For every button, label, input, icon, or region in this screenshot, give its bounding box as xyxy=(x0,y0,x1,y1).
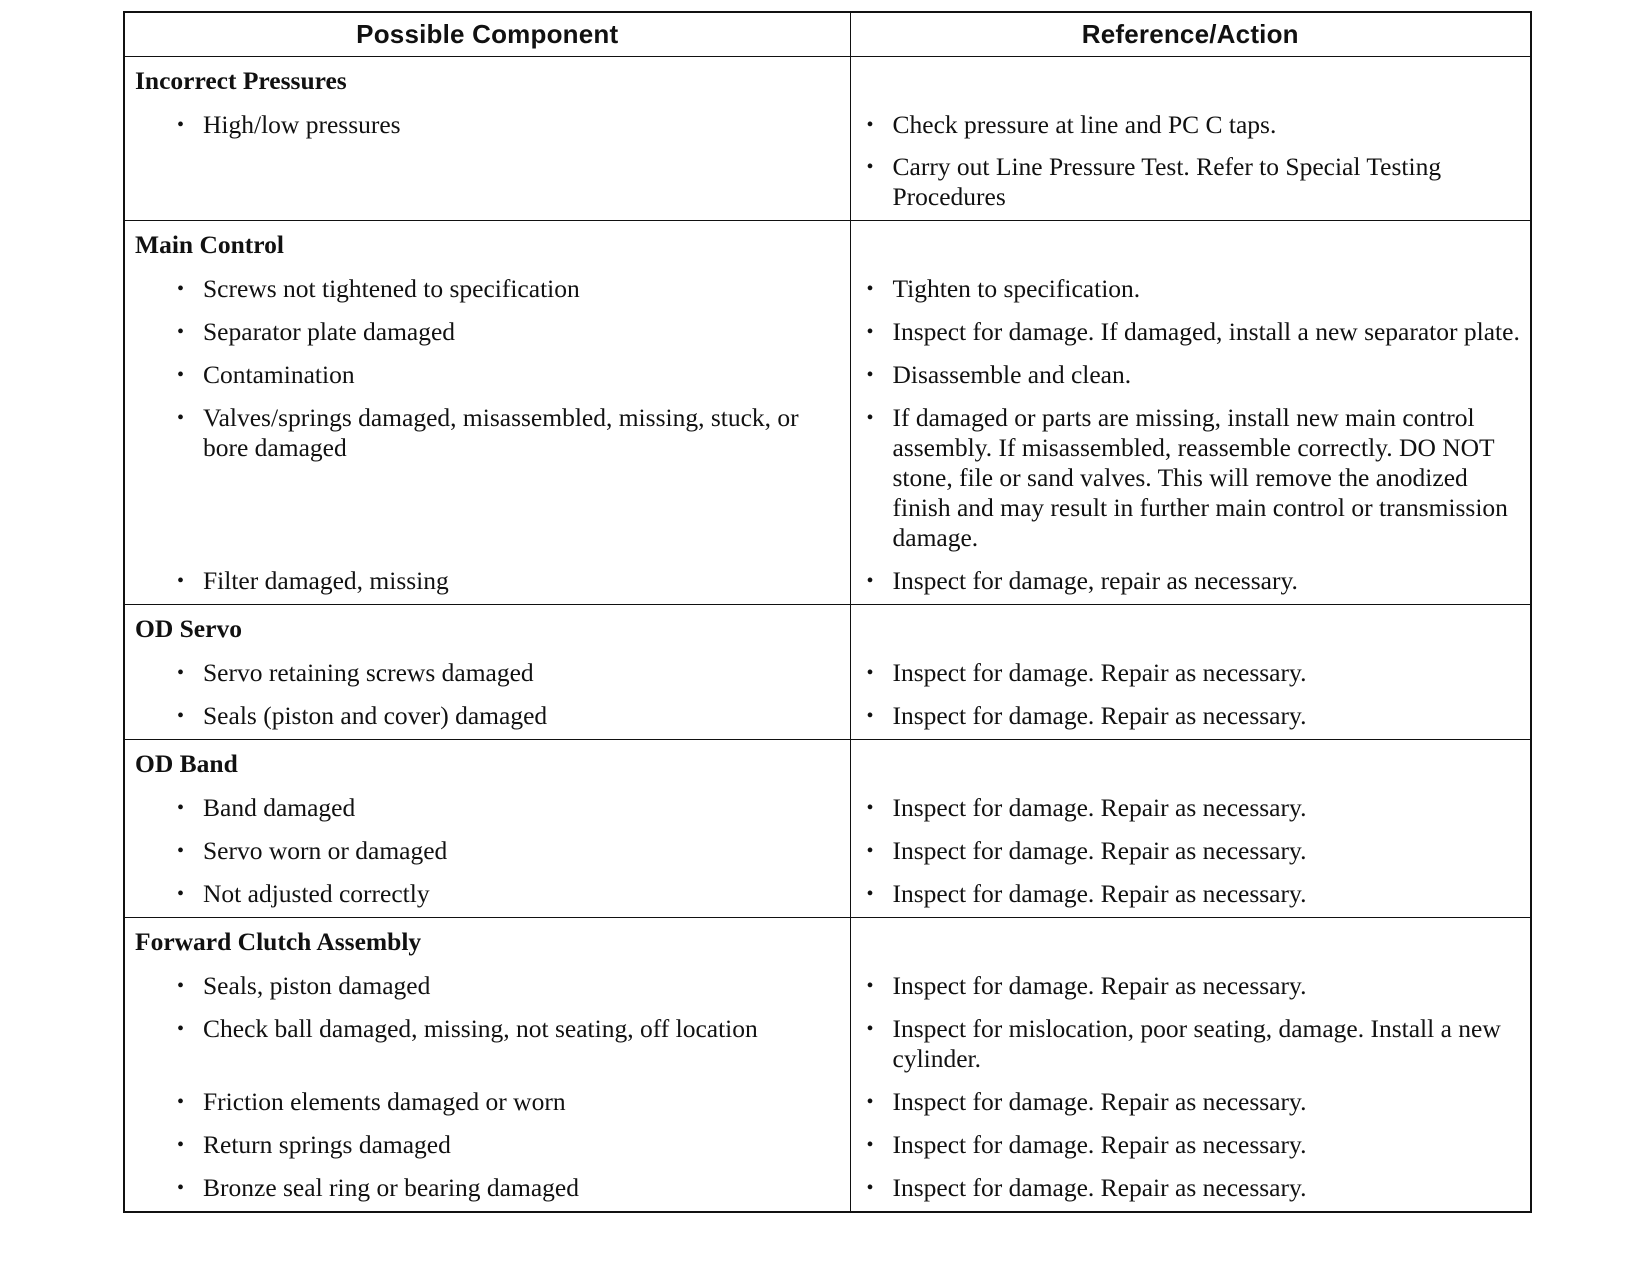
component-item xyxy=(125,566,850,596)
bullet-icon: • xyxy=(177,840,185,862)
component-cell xyxy=(124,267,850,310)
component-cell xyxy=(124,694,850,740)
action-item-text: Inspect for damage. Repair as necessary. xyxy=(892,1173,1307,1202)
bullet-icon: • xyxy=(177,662,185,684)
bullet-icon: • xyxy=(177,1177,185,1199)
action-item-text: Inspect for damage. Repair as necessary. xyxy=(892,971,1307,1000)
component-cell xyxy=(124,396,850,559)
bullet-icon: • xyxy=(866,570,874,592)
section-forward-clutch-assembly xyxy=(124,918,1531,1213)
section-title-blank xyxy=(850,740,1531,787)
action-cell xyxy=(850,1166,1531,1212)
action-item xyxy=(851,1130,1531,1160)
component-item xyxy=(125,971,850,1001)
action-item-text: Inspect for damage. Repair as necessary. xyxy=(892,1130,1307,1159)
action-item xyxy=(851,793,1531,823)
action-item xyxy=(851,971,1531,1001)
section-od-servo xyxy=(124,605,1531,740)
action-cell xyxy=(850,1123,1531,1166)
bullet-icon: • xyxy=(177,1018,185,1040)
table-row xyxy=(124,694,1531,740)
action-item xyxy=(851,658,1531,688)
action-item-text: If damaged or parts are missing, install new main control assembly. If misassembled, reassemble correctly. DO NOT stone, file or sand valves. This will remove the anodized finish and may result in further main control or transmission damage. xyxy=(892,403,1508,552)
section-title: Main Control xyxy=(124,221,850,268)
action-item-text: Inspect for mislocation, poor seating, damage. Install a new cylinder. xyxy=(892,1014,1501,1073)
component-cell xyxy=(124,786,850,829)
table-row xyxy=(124,1166,1531,1212)
component-item-text: Band damaged xyxy=(203,793,356,822)
bullet-icon: • xyxy=(866,840,874,862)
component-item xyxy=(125,317,850,347)
action-item xyxy=(851,566,1531,596)
section-title-row xyxy=(124,740,1531,787)
section-title: OD Servo xyxy=(124,605,850,652)
component-cell xyxy=(124,651,850,694)
component-item xyxy=(125,110,850,140)
component-item-text: Check ball damaged, missing, not seating, off location xyxy=(203,1014,758,1043)
bullet-icon: • xyxy=(177,364,185,386)
section-title-blank xyxy=(850,57,1531,104)
action-cell xyxy=(850,396,1531,559)
action-item-text: Inspect for damage. Repair as necessary. xyxy=(892,1087,1307,1116)
bullet-icon: • xyxy=(866,156,874,178)
component-item-text: Return springs damaged xyxy=(203,1130,451,1159)
table-row xyxy=(124,786,1531,829)
section-title-blank xyxy=(850,605,1531,652)
action-cell xyxy=(850,1080,1531,1123)
table-row xyxy=(124,103,1531,221)
component-item xyxy=(125,1014,850,1044)
table-row xyxy=(124,559,1531,605)
bullet-icon: • xyxy=(177,883,185,905)
bullet-icon: • xyxy=(177,114,185,136)
action-cell xyxy=(850,786,1531,829)
table-row xyxy=(124,964,1531,1007)
bullet-icon: • xyxy=(177,975,185,997)
column-header-action: Reference/Action xyxy=(850,12,1531,57)
action-item-text: Check pressure at line and PC C taps. xyxy=(892,110,1277,139)
section-title-row xyxy=(124,221,1531,268)
action-item xyxy=(851,1014,1531,1074)
bullet-icon: • xyxy=(177,321,185,343)
bullet-icon: • xyxy=(177,570,185,592)
action-item xyxy=(851,403,1531,553)
component-cell xyxy=(124,353,850,396)
bullet-icon: • xyxy=(177,278,185,300)
component-item-text: Valves/springs damaged, misassembled, missing, stuck, or bore damaged xyxy=(203,403,799,462)
action-item xyxy=(851,701,1531,731)
table-row xyxy=(124,353,1531,396)
component-item-text: Screws not tightened to specification xyxy=(203,274,580,303)
component-item-text: Filter damaged, missing xyxy=(203,566,449,595)
component-cell xyxy=(124,829,850,872)
component-cell xyxy=(124,310,850,353)
action-item xyxy=(851,1173,1531,1203)
bullet-icon: • xyxy=(177,407,185,429)
bullet-icon: • xyxy=(866,321,874,343)
component-item xyxy=(125,1130,850,1160)
section-title-blank xyxy=(850,221,1531,268)
action-item-text: Inspect for damage. Repair as necessary. xyxy=(892,658,1307,687)
action-cell xyxy=(850,829,1531,872)
action-cell xyxy=(850,651,1531,694)
action-item-text: Inspect for damage, repair as necessary. xyxy=(892,566,1298,595)
action-cell xyxy=(850,1007,1531,1080)
bullet-icon: • xyxy=(866,1091,874,1113)
component-item-text: Bronze seal ring or bearing damaged xyxy=(203,1173,579,1202)
section-incorrect-pressures xyxy=(124,57,1531,221)
table-row xyxy=(124,1007,1531,1080)
section-od-band xyxy=(124,740,1531,918)
component-cell xyxy=(124,1007,850,1080)
column-header-component: Possible Component xyxy=(124,12,850,57)
table-row xyxy=(124,829,1531,872)
component-item xyxy=(125,836,850,866)
table-row xyxy=(124,267,1531,310)
table-row xyxy=(124,1080,1531,1123)
action-item-text: Inspect for damage. Repair as necessary. xyxy=(892,793,1307,822)
action-cell xyxy=(850,872,1531,918)
section-title-blank xyxy=(850,918,1531,965)
action-item xyxy=(851,879,1531,909)
action-cell xyxy=(850,559,1531,605)
section-title-row xyxy=(124,57,1531,104)
bullet-icon: • xyxy=(177,1134,185,1156)
component-item xyxy=(125,879,850,909)
component-item xyxy=(125,403,850,463)
component-item-text: Servo retaining screws damaged xyxy=(203,658,534,687)
action-item-text: Inspect for damage. Repair as necessary. xyxy=(892,836,1307,865)
component-item xyxy=(125,274,850,304)
component-item xyxy=(125,658,850,688)
action-item xyxy=(851,836,1531,866)
table-row xyxy=(124,396,1531,559)
bullet-icon: • xyxy=(866,1018,874,1040)
table-row xyxy=(124,872,1531,918)
table-row xyxy=(124,651,1531,694)
diagnosis-table xyxy=(123,11,1532,1213)
bullet-icon: • xyxy=(866,705,874,727)
bullet-icon: • xyxy=(866,364,874,386)
component-cell xyxy=(124,1166,850,1212)
action-cell xyxy=(850,353,1531,396)
action-cell xyxy=(850,964,1531,1007)
action-item xyxy=(851,1087,1531,1117)
component-item-text: Contamination xyxy=(203,360,355,389)
action-item-text: Inspect for damage. Repair as necessary. xyxy=(892,701,1307,730)
bullet-icon: • xyxy=(177,797,185,819)
component-cell xyxy=(124,103,850,221)
component-item-text: Not adjusted correctly xyxy=(203,879,430,908)
section-main-control xyxy=(124,221,1531,605)
component-cell xyxy=(124,1080,850,1123)
bullet-icon: • xyxy=(866,114,874,136)
action-item xyxy=(851,317,1531,347)
component-item-text: High/low pressures xyxy=(203,110,401,139)
action-item xyxy=(851,110,1531,140)
action-cell xyxy=(850,694,1531,740)
section-title-row xyxy=(124,918,1531,965)
action-item-text: Disassemble and clean. xyxy=(892,360,1132,389)
section-title: Incorrect Pressures xyxy=(124,57,850,104)
bullet-icon: • xyxy=(866,278,874,300)
bullet-icon: • xyxy=(866,662,874,684)
action-cell xyxy=(850,103,1531,221)
action-item-text: Inspect for damage. Repair as necessary. xyxy=(892,879,1307,908)
component-cell xyxy=(124,1123,850,1166)
component-item xyxy=(125,360,850,390)
component-item-text: Friction elements damaged or worn xyxy=(203,1087,566,1116)
bullet-icon: • xyxy=(866,407,874,429)
section-title: Forward Clutch Assembly xyxy=(124,918,850,965)
component-item xyxy=(125,793,850,823)
table-row xyxy=(124,1123,1531,1166)
action-item-text: Tighten to specification. xyxy=(892,274,1141,303)
action-item xyxy=(851,274,1531,304)
bullet-icon: • xyxy=(177,1091,185,1113)
component-item xyxy=(125,1173,850,1203)
component-cell xyxy=(124,559,850,605)
action-cell xyxy=(850,310,1531,353)
bullet-icon: • xyxy=(866,1177,874,1199)
component-item-text: Separator plate damaged xyxy=(203,317,456,346)
component-item xyxy=(125,1087,850,1117)
component-item-text: Seals, piston damaged xyxy=(203,971,431,1000)
component-item-text: Seals (piston and cover) damaged xyxy=(203,701,548,730)
component-item xyxy=(125,701,850,731)
bullet-icon: • xyxy=(866,1134,874,1156)
table-row xyxy=(124,310,1531,353)
action-cell xyxy=(850,267,1531,310)
component-cell xyxy=(124,872,850,918)
bullet-icon: • xyxy=(177,705,185,727)
action-item-text: Inspect for damage. If damaged, install a new separator plate. xyxy=(892,317,1520,346)
bullet-icon: • xyxy=(866,883,874,905)
component-item-text: Servo worn or damaged xyxy=(203,836,448,865)
section-title: OD Band xyxy=(124,740,850,787)
action-item xyxy=(851,152,1531,212)
component-cell xyxy=(124,964,850,1007)
bullet-icon: • xyxy=(866,797,874,819)
action-item xyxy=(851,360,1531,390)
section-title-row xyxy=(124,605,1531,652)
header-row xyxy=(124,12,1531,57)
bullet-icon: • xyxy=(866,975,874,997)
action-item-text: Carry out Line Pressure Test. Refer to Special Testing Procedures xyxy=(892,152,1442,211)
